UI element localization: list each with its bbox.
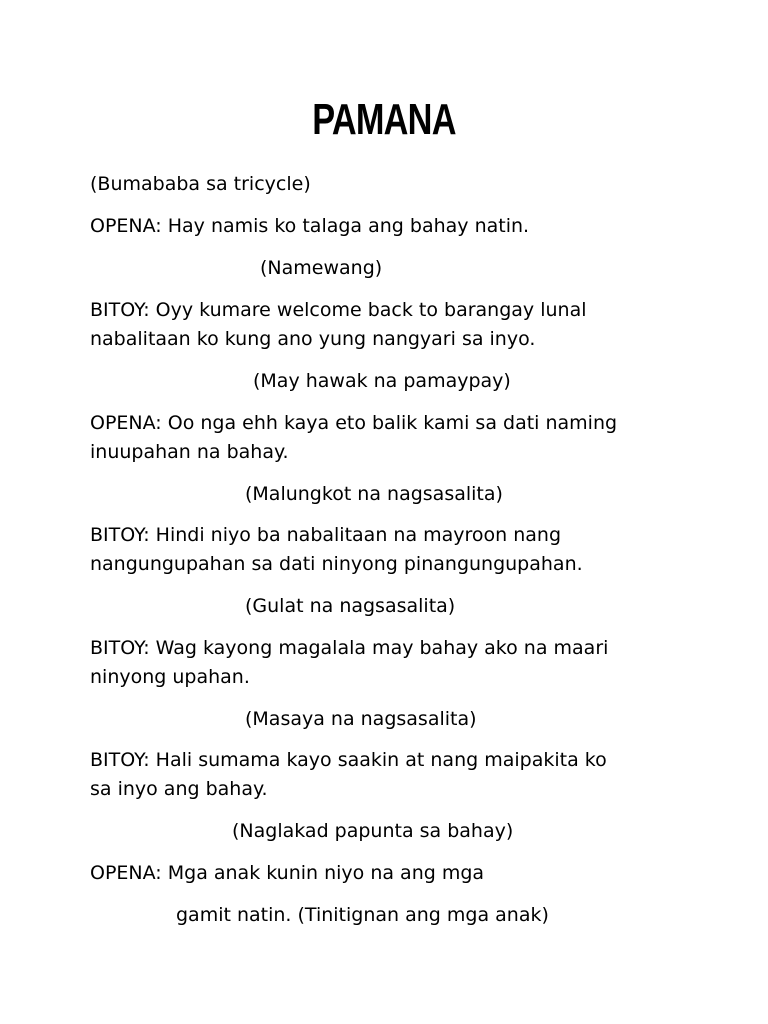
stage-direction: (Namewang)	[260, 257, 383, 279]
stage-direction: (Bumababa sa tricycle)	[90, 173, 311, 195]
dialogue-line: OPENA: Oo nga ehh kaya eto balik kami sa dati naming	[90, 412, 618, 434]
dialogue-line: BITOY: Oyy kumare welcome back to barangay lunal	[90, 299, 587, 321]
dialogue-line: BITOY: Hindi niyo ba nabalitaan na mayroon nang	[90, 524, 562, 546]
dialogue-line: ninyong upahan.	[90, 666, 250, 688]
stage-direction: (May hawak na pamaypay)	[253, 370, 511, 392]
dialogue-line: BITOY: Hali sumama kayo saakin at nang maipakita ko	[90, 749, 607, 771]
stage-direction: (Gulat na nagsasalita)	[245, 595, 456, 617]
dialogue-line: inuupahan na bahay.	[90, 441, 289, 463]
dialogue-line: OPENA: Mga anak kunin niyo na ang mga	[90, 862, 485, 884]
dialogue-line: sa inyo ang bahay.	[90, 778, 268, 800]
page-title: PAMANA	[312, 95, 456, 144]
dialogue-line: OPENA: Hay namis ko talaga ang bahay natin.	[90, 215, 530, 237]
dialogue-line: nabalitaan ko kung ano yung nangyari sa inyo.	[90, 328, 536, 350]
dialogue-line: gamit natin. (Tinitignan ang mga anak)	[176, 904, 549, 926]
stage-direction: (Malungkot na nagsasalita)	[245, 483, 503, 505]
dialogue-line: nangungupahan sa dati ninyong pinangungupahan.	[90, 553, 583, 575]
dialogue-line: BITOY: Wag kayong magalala may bahay ako na maari	[90, 637, 609, 659]
stage-direction: (Naglakad papunta sa bahay)	[232, 820, 514, 842]
stage-direction: (Masaya na nagsasalita)	[245, 708, 477, 730]
